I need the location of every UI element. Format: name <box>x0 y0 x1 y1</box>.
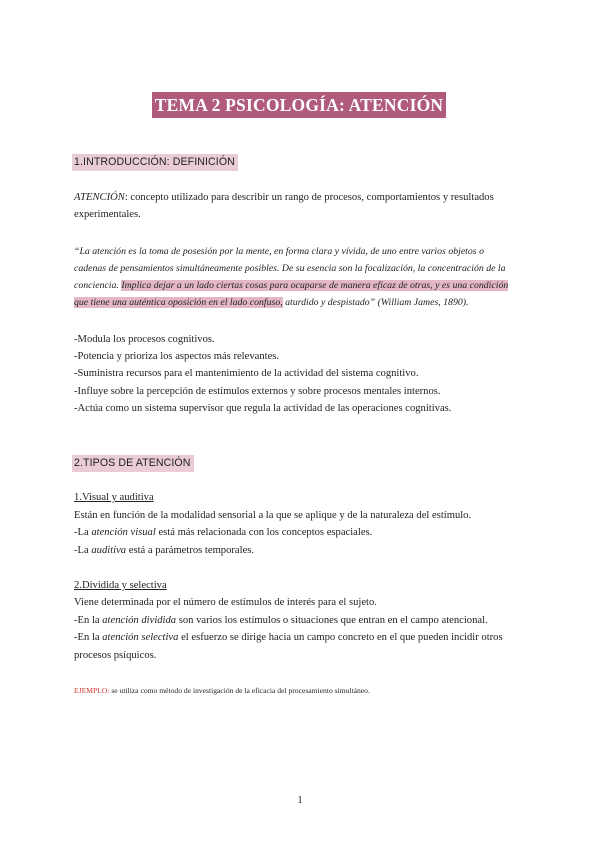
bullet-item: -Influye sobre la percepción de estímulos externos y sobre procesos mentales internos. <box>74 386 441 397</box>
text-span: son varios los estímulos o situaciones que entran en el campo atencional. <box>176 615 488 626</box>
text-line <box>74 631 503 645</box>
example-label: EJEMPLO: <box>74 686 110 695</box>
text-line: Están en función de la modalidad sensorial a la que se aplique y de la naturaleza del estímulo. <box>74 510 472 521</box>
page-number: 1 <box>297 795 303 806</box>
text-span: -En la <box>74 615 103 626</box>
definition-term: ATENCIÓN <box>74 192 125 203</box>
definition-line-2: experimentales. <box>74 209 141 220</box>
bullet-item: -Potencia y prioriza los aspectos más relevantes. <box>74 351 280 362</box>
term: auditiva <box>91 545 127 556</box>
text-span: está a parámetros temporales. <box>126 545 255 556</box>
text-span: -La <box>74 527 92 538</box>
section-heading-introduccion: 1.INTRODUCCIÓN: DEFINICIÓN <box>72 154 238 171</box>
definition-text: : concepto utilizado para describir un rango de procesos, comportamientos y resultados <box>124 192 494 203</box>
term: atención visual <box>91 527 156 538</box>
quote-text: conciencia. <box>74 280 122 291</box>
quote-citation: (William James, 1890). <box>375 297 469 308</box>
section-heading-tipos: 2.TIPOS DE ATENCIÓN <box>72 455 194 472</box>
text-line <box>74 544 254 558</box>
quote-line-3 <box>74 279 508 293</box>
highlighted-quote-text: que tiene una auténtica oposición en el lado confuso, <box>74 297 283 308</box>
text-span: está más relacionada con los conceptos espaciales. <box>155 527 373 538</box>
example-text: se utiliza como método de investigación de la eficacia del procesamiento simultáneo. <box>109 686 370 695</box>
bullet-item: -Suministra recursos para el mantenimiento de la actividad del sistema cognitivo. <box>74 368 419 379</box>
definition-line-1 <box>74 191 494 205</box>
example-line <box>74 684 370 698</box>
text-line <box>74 614 488 628</box>
text-span: -La <box>74 545 92 556</box>
text-line: Viene determinada por el número de estímulos de interés para el sujeto. <box>74 597 377 608</box>
text-line: procesos psíquicos. <box>74 650 157 661</box>
term: atención selectiva <box>102 632 179 643</box>
bullet-item: -Modula los procesos cognitivos. <box>74 334 215 345</box>
term: atención dividida <box>102 615 177 626</box>
quote-line-1: “La atención es la toma de posesión por la mente, en forma clara y vívida, de uno entre varios objetos o <box>74 246 484 257</box>
quote-line-2: cadenas de pensamientos simultáneamente posibles. De su esencia son la focalización, la concentración de la <box>74 263 506 274</box>
text-span: el esfuerzo se dirige hacia un campo concreto en el que pueden incidir otros <box>178 632 503 643</box>
quote-line-4 <box>74 296 468 310</box>
page-title: TEMA 2 PSICOLOGÍA: ATENCIÓN <box>152 92 446 118</box>
quote-text: aturdido y despistado” <box>282 297 376 308</box>
text-line <box>74 526 372 540</box>
bullet-item: -Actúa como un sistema supervisor que regula la actividad de las operaciones cognitivas. <box>74 403 452 414</box>
highlighted-quote-text: Implica dejar a un lado ciertas cosas para ocuparse de manera eficaz de otras, y es una condición <box>121 280 509 291</box>
subheading-visual-auditiva: 1.Visual y auditiva <box>74 492 154 503</box>
text-span: -En la <box>74 632 103 643</box>
subheading-dividida-selectiva: 2.Dividida y selectiva <box>74 580 167 591</box>
